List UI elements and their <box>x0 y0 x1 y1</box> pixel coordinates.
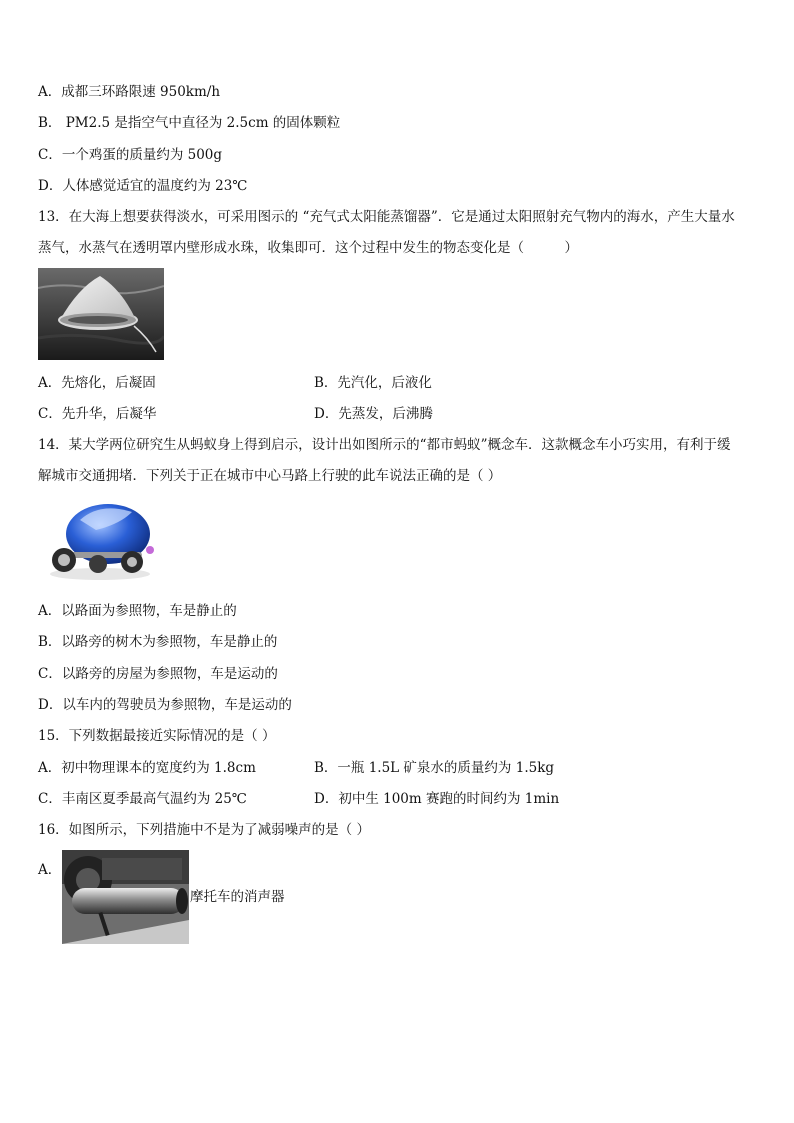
q14-stem-line2: 解城市交通拥堵．下列关于正在城市中心马路上行驶的此车说法正确的是（ ） <box>38 468 502 484</box>
solar-still-image <box>38 268 164 360</box>
concept-car-image <box>40 494 160 584</box>
q14-stem-line1: 14．某大学两位研究生从蚂蚁身上得到启示，设计出如图所示的“都市蚂蚁”概念车．这款概念车小巧实用，有利于缓 <box>38 437 731 453</box>
motorcycle-muffler-image <box>62 850 189 944</box>
q15-option-c: C．丰南区夏季最高气温约为 25℃ <box>38 791 247 807</box>
q14-option-d: D．以车内的驾驶员为参照物，车是运动的 <box>38 697 292 713</box>
q14-option-a: A．以路面为参照物，车是静止的 <box>38 603 237 619</box>
q13-stem-line2: 蒸气，水蒸气在透明罩内壁形成水珠，收集即可．这个过程中发生的物态变化是（ ） <box>38 240 578 256</box>
q16-option-a-caption: 摩托车的消声器 <box>190 889 285 905</box>
q16-stem: 16．如图所示，下列措施中不是为了减弱噪声的是（ ） <box>38 822 370 838</box>
q14-option-c: C．以路旁的房屋为参照物，车是运动的 <box>38 666 278 682</box>
q16-option-a-label: A． <box>38 862 62 878</box>
q15-option-a: A．初中物理课本的宽度约为 1.8cm <box>38 760 256 776</box>
q13-option-a: A．先熔化，后凝固 <box>38 375 156 391</box>
q15-option-b: B．一瓶 1.5L 矿泉水的质量约为 1.5kg <box>314 760 555 776</box>
q13-option-d: D．先蒸发，后沸腾 <box>314 406 433 422</box>
q12-option-a: A．成都三环路限速 950km/h <box>38 84 221 100</box>
q12-option-b: B． PM2.5 是指空气中直径为 2.5cm 的固体颗粒 <box>38 115 341 131</box>
q13-option-c: C．先升华，后凝华 <box>38 406 157 422</box>
q12-option-c: C．一个鸡蛋的质量约为 500g <box>38 147 223 163</box>
q13-stem-line1: 13．在大海上想要获得淡水，可采用图示的 “充气式太阳能蒸馏器”．它是通过太阳照射充气物内的海水，产生大量水 <box>38 209 735 225</box>
q15-stem: 15．下列数据最接近实际情况的是（ ） <box>38 728 276 744</box>
q15-option-d: D．初中生 100m 赛跑的时间约为 1min <box>314 791 560 807</box>
q13-option-b: B．先汽化，后液化 <box>314 375 432 391</box>
q14-option-b: B．以路旁的树木为参照物，车是静止的 <box>38 634 278 650</box>
q12-option-d: D．人体感觉适宜的温度约为 23℃ <box>38 178 248 194</box>
